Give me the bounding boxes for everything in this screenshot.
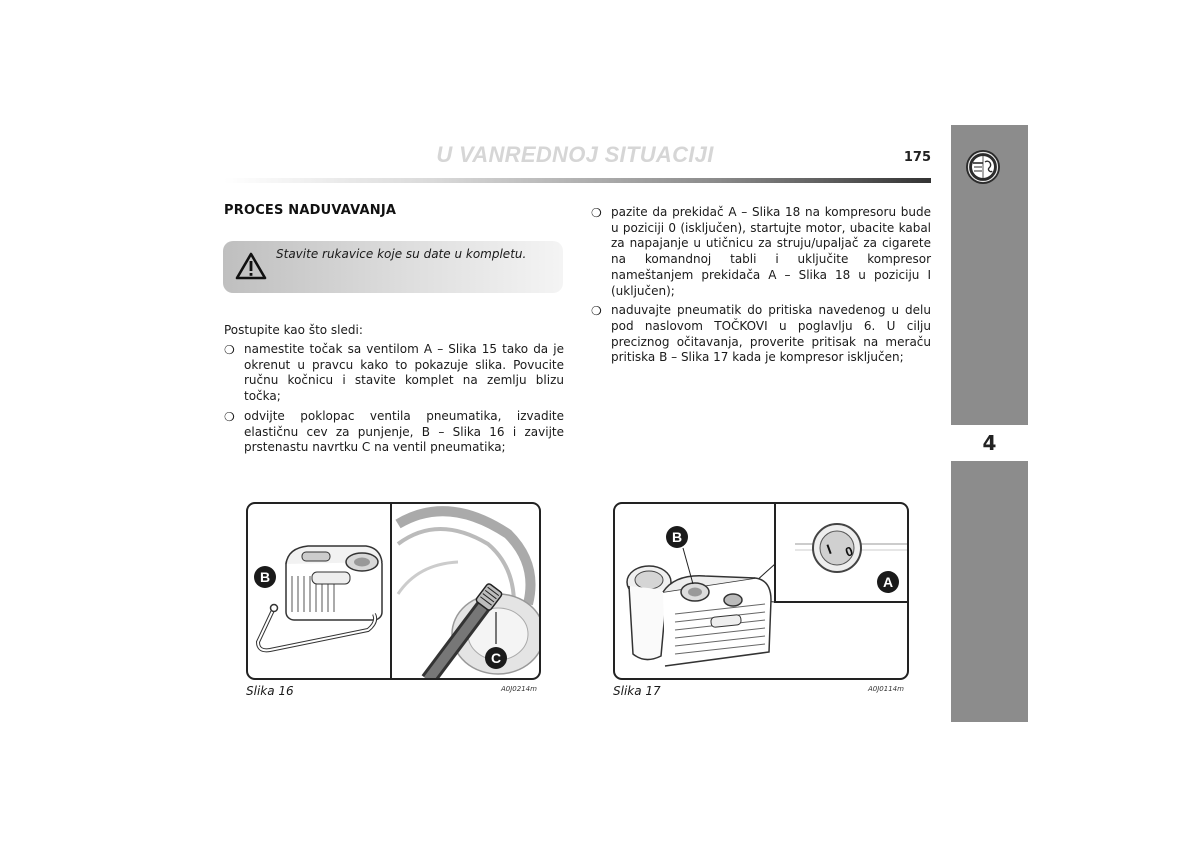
compressor-gauge-switch-illustration [615, 504, 907, 678]
alfa-romeo-logo-icon [965, 149, 1001, 185]
instruction-list-left [224, 342, 564, 460]
page-header-title: U VANREDNOJ SITUACIJI [436, 142, 714, 167]
list-item-text: namestite točak sa ventilom A – Slika 15 tako da je okrenut u pravcu kako to pokazuje slika. Povucite ručnu kočnicu i stavite komplet na zemlju blizu točka; [244, 342, 564, 404]
list-item [591, 303, 931, 366]
header-rule [224, 178, 931, 183]
warning-text: Stavite rukavice koje su date u kompletu. [276, 247, 527, 261]
figure-16-code: A0J0214m [501, 685, 537, 693]
bullet-icon: ❍ [224, 409, 235, 424]
intro-text: Postupite kao što sledi: [224, 323, 363, 337]
svg-text:B: B [259, 569, 271, 585]
switch-label-off: 0 [843, 543, 856, 560]
figure-17-illustration [613, 502, 909, 680]
page-number: 175 [903, 150, 931, 165]
figure-16-illustration [246, 502, 541, 680]
bullet-icon: ❍ [224, 343, 235, 357]
svg-text:A: A [882, 574, 894, 590]
compressor-hose-illustration [248, 504, 539, 678]
figure-17-code: A0J0114m [868, 685, 904, 693]
section-heading: PROCES NADUVAVANJA [224, 203, 397, 218]
svg-text:C: C [490, 650, 502, 666]
list-item-text: pazite da prekidač A – Slika 18 na kompresoru bude u poziciji 0 (isključen), startujte motor, ubacite kabal za napajanje u utičnicu za struju/upaljač za cigarete na komandnoj tabli i uključite kompresor nameštanjem prekidača A – Slika 18 u poziciju I (uključen); [611, 205, 931, 298]
chapter-number: 4 [951, 423, 1028, 463]
svg-text:B: B [671, 529, 683, 545]
bullet-icon: ❍ [591, 206, 602, 220]
list-item [224, 342, 564, 405]
figure-16-caption: Slika 16 [246, 684, 294, 698]
list-item-text: naduvajte pneumatik do pritiska navedenog u delu pod naslovom TOČKOVI u poglavlju 6. U cilju preciznog očitavanja, proverite pritisak na meraču pritiska B – Slika 17 kada je kompresor isključen; [611, 303, 931, 365]
warning-box [223, 241, 563, 293]
figure-17-caption: Slika 17 [613, 684, 661, 698]
list-item-text: odvijte poklopac ventila pneumatika, izvadite elastičnu cev za punjenje, B – Slika 16 i zavijte prstenastu navrtku C na ventil pneumatika; [244, 408, 564, 455]
list-item [591, 205, 931, 299]
instruction-list-right [591, 205, 931, 370]
bullet-icon: ❍ [591, 304, 602, 319]
switch-label-on: I [824, 540, 834, 558]
list-item [224, 409, 564, 456]
warning-triangle-icon [235, 252, 267, 280]
